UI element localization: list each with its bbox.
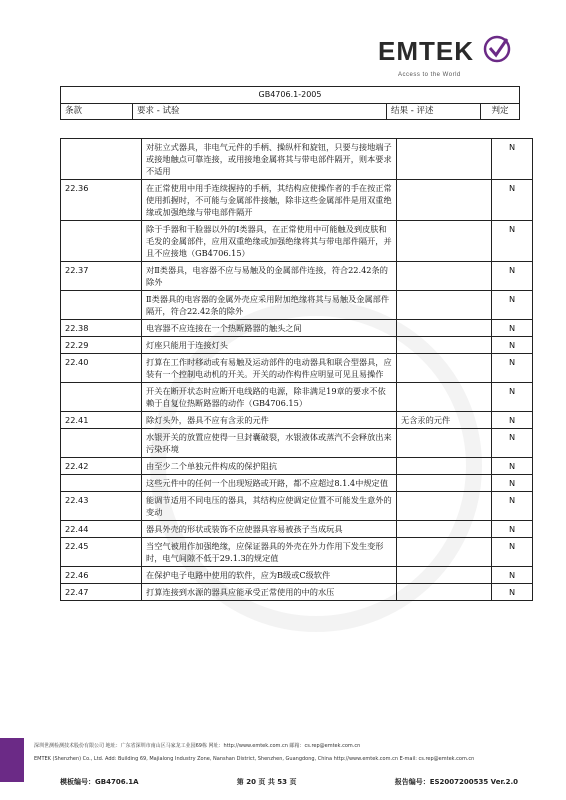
table-row [61, 221, 533, 262]
table-row [61, 291, 533, 320]
col-requirement: 要求 - 试验 [133, 104, 387, 119]
clause-cell: 22.42 [61, 458, 142, 475]
verdict-cell: N [492, 262, 533, 291]
requirement-cell: 对Ⅱ类器具，电容器不应与易触及的金属部件连接，符合22.42条的除外 [142, 262, 397, 291]
table-row [61, 429, 533, 458]
table-row [61, 458, 533, 475]
verdict-cell: N [492, 538, 533, 567]
result-cell [397, 139, 492, 180]
clause-cell: 22.41 [61, 412, 142, 429]
verdict-cell: N [492, 567, 533, 584]
result-cell [397, 521, 492, 538]
verdict-cell: N [492, 139, 533, 180]
brand-slogan: Access to the World [398, 72, 461, 78]
clause-cell [61, 383, 142, 412]
footer-address-cn: 深圳世测检测技术股份有限公司 地址：广东省深圳市南山区马家龙工业园69栋 网址：http://www.emtek.com.cn 邮箱：cs.rep@emtek.com.cn [34, 743, 361, 749]
verdict-cell: N [492, 412, 533, 429]
clause-cell [61, 221, 142, 262]
result-cell [397, 180, 492, 221]
requirements-table [60, 138, 533, 601]
verdict-cell: N [492, 429, 533, 458]
table-row [61, 262, 533, 291]
requirement-cell: 水银开关的放置应使得一旦封囊破裂，水银液体或蒸汽不会释放出来污染环境 [142, 429, 397, 458]
verdict-cell: N [492, 337, 533, 354]
verdict-cell: N [492, 354, 533, 383]
column-headers [61, 104, 519, 119]
table-row [61, 180, 533, 221]
clause-cell: 22.29 [61, 337, 142, 354]
requirement-cell: Ⅱ类器具的电容器的金属外壳应采用附加绝缘将其与易触及金属部件隔开，符合22.42条的除外 [142, 291, 397, 320]
result-cell [397, 221, 492, 262]
requirement-cell: 对驻立式器具，非电气元件的手柄、操纵杆和旋钮，只要与接地端子或接地触点可靠连接，或用接地金属将其与带电部件隔开，则本要求不适用 [142, 139, 397, 180]
verdict-cell: N [492, 180, 533, 221]
verdict-cell: N [492, 383, 533, 412]
result-cell [397, 429, 492, 458]
table-row [61, 538, 533, 567]
clause-cell: 22.37 [61, 262, 142, 291]
requirement-cell: 在正常使用中用手连续握持的手柄，其结构应使操作者的手在按正常使用抓握时，不可能与金属部件接触，除非这些金属部件是用双重绝缘或加强绝缘与带电部件隔开 [142, 180, 397, 221]
table-row [61, 475, 533, 492]
requirement-cell: 开关在断开状态时应断开电线路的电源，除非满足19章的要求不依赖于自复位热断路器的动作（GB4706.15） [142, 383, 397, 412]
report-header-table [60, 86, 520, 120]
standard-title: GB4706.1-2005 [61, 87, 519, 104]
result-cell [397, 337, 492, 354]
requirement-cell: 这些元件中的任何一个出现短路或开路，都不应超过8.1.4中规定值 [142, 475, 397, 492]
clause-cell: 22.40 [61, 354, 142, 383]
table-row [61, 337, 533, 354]
verdict-cell: N [492, 221, 533, 262]
result-cell [397, 262, 492, 291]
requirement-cell: 灯座只能用于连接灯头 [142, 337, 397, 354]
result-cell [397, 475, 492, 492]
result-cell [397, 458, 492, 475]
clause-cell: 22.46 [61, 567, 142, 584]
requirement-cell: 当空气被用作加强绝缘，应保证器具的外壳在外力作用下发生变形时，电气间隙不低于29.1.3的规定值 [142, 538, 397, 567]
table-row [61, 567, 533, 584]
requirement-cell: 除于手器和干脸器以外的Ⅰ类器具，在正常使用中可能触及到皮肤和毛发的金属部件，应用双重绝缘或加强绝缘将其与带电部件隔开，并且不应接地（GB4706.15） [142, 221, 397, 262]
page-number: 第 20 页 共 53 页 [236, 778, 297, 786]
clause-cell: 22.44 [61, 521, 142, 538]
verdict-cell: N [492, 475, 533, 492]
requirement-cell: 能调节适用不同电压的器具，其结构应使调定位置不可能发生意外的变动 [142, 492, 397, 521]
result-cell [397, 584, 492, 601]
verdict-cell: N [492, 521, 533, 538]
result-cell: 无含汞的元件 [397, 412, 492, 429]
table-row [61, 412, 533, 429]
requirement-cell: 由至少二个单独元件构成的保护阻抗 [142, 458, 397, 475]
clause-cell: 22.38 [61, 320, 142, 337]
result-cell [397, 354, 492, 383]
table-row [61, 383, 533, 412]
clause-cell [61, 429, 142, 458]
col-clause: 条款 [61, 104, 133, 119]
result-cell [397, 567, 492, 584]
emtek-logo [378, 36, 518, 76]
requirement-cell: 器具外壳的形状或装饰不应使器具容易被孩子当成玩具 [142, 521, 397, 538]
requirement-cell: 在保护电子电路中使用的软件，应为B级或C级软件 [142, 567, 397, 584]
table-row [61, 354, 533, 383]
requirement-cell: 除灯头外，器具不应有含汞的元件 [142, 412, 397, 429]
verdict-cell: N [492, 291, 533, 320]
footer-info [60, 777, 518, 787]
table-row [61, 492, 533, 521]
footer-address-en: EMTEK (Shenzhen) Co., Ltd. Add: Building 69, Majialong Industry Zone, Nanshan District, Shenzhen, Guangdong, China http://www.emtek.com.cn E-mail: cs.rep@emtek.com.cn [34, 756, 475, 762]
result-cell [397, 383, 492, 412]
clause-cell: 22.45 [61, 538, 142, 567]
col-verdict: 判定 [491, 106, 509, 116]
result-cell [397, 538, 492, 567]
table-row [61, 521, 533, 538]
clause-cell [61, 475, 142, 492]
table-row [61, 584, 533, 601]
clause-cell [61, 139, 142, 180]
verdict-cell: N [492, 584, 533, 601]
template-number: 模板编号：GB4706.1A [60, 778, 139, 786]
clause-cell: 22.36 [61, 180, 142, 221]
logo-check-icon [482, 34, 512, 64]
result-cell [397, 291, 492, 320]
requirement-cell: 电容器不应连接在一个热断路器的触头之间 [142, 320, 397, 337]
result-cell [397, 320, 492, 337]
verdict-cell: N [492, 492, 533, 521]
col-result: 结果 - 评述 [387, 104, 481, 119]
clause-cell [61, 291, 142, 320]
report-number: 报告编号：ES2007200535 Ver.2.0 [394, 778, 518, 786]
table-row [61, 139, 533, 180]
clause-cell: 22.47 [61, 584, 142, 601]
requirement-cell: 打算连接到水源的器具应能承受正常使用的中的水压 [142, 584, 397, 601]
footer-accent-bar [0, 738, 24, 782]
result-cell [397, 492, 492, 521]
requirement-cell: 打算在工作时移动或有易触及运动部件的电动器具和联合型器具，应装有一个控制电动机的开关。开关的动作构件应明显可见且易操作 [142, 354, 397, 383]
clause-cell: 22.43 [61, 492, 142, 521]
verdict-cell: N [492, 458, 533, 475]
table-row [61, 320, 533, 337]
logo-text: EMTEK [378, 36, 474, 66]
verdict-cell: N [492, 320, 533, 337]
